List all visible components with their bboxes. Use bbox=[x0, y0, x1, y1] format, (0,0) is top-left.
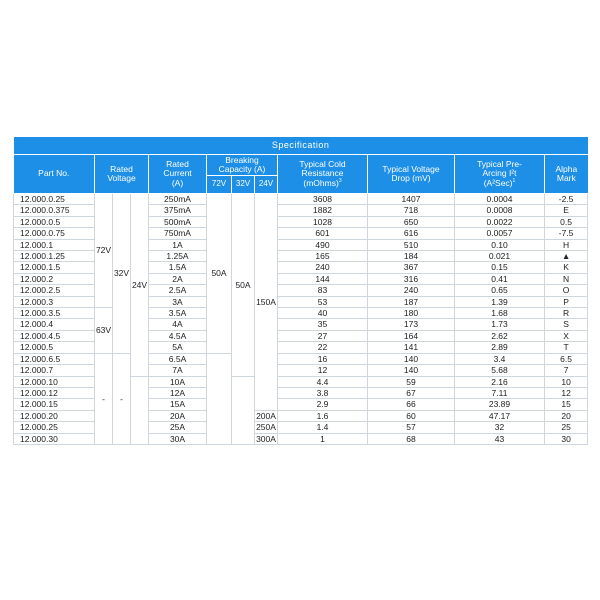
voltage-drop-cell: 60 bbox=[368, 410, 455, 421]
cold-resistance-cell: 490 bbox=[278, 239, 368, 250]
cold-resistance-cell: 1028 bbox=[278, 216, 368, 227]
part-number-cell: 12.000.6.5 bbox=[14, 353, 95, 364]
header-alpha-mark bbox=[545, 155, 588, 194]
alpha-mark-cell: 10 bbox=[545, 376, 588, 387]
spec-rows bbox=[14, 194, 588, 445]
cold-resistance-cell: 40 bbox=[278, 308, 368, 319]
voltage-drop-cell: 140 bbox=[368, 353, 455, 364]
voltage-drop-cell: 68 bbox=[368, 433, 455, 444]
table-row bbox=[14, 353, 588, 364]
pre-arcing-cell: 1.73 bbox=[455, 319, 545, 330]
voltage-drop-cell: 173 bbox=[368, 319, 455, 330]
rated-current-cell: 5A bbox=[149, 342, 207, 353]
voltage-drop-cell: 184 bbox=[368, 251, 455, 262]
pre-arcing-cell: 23.89 bbox=[455, 399, 545, 410]
pre-arcing-cell: 2.62 bbox=[455, 330, 545, 341]
part-number-cell: 12.000.3 bbox=[14, 296, 95, 307]
cold-resistance-cell: 12 bbox=[278, 365, 368, 376]
pre-arcing-cell: 0.15 bbox=[455, 262, 545, 273]
table-title: Specification bbox=[14, 137, 588, 155]
header-pre-arcing-line2: Arcing I²t bbox=[482, 168, 517, 179]
rated-current-cell: 6.5A bbox=[149, 353, 207, 364]
breaking-capacity-24v-30a: 300A bbox=[256, 433, 276, 444]
voltage-drop-cell: 240 bbox=[368, 285, 455, 296]
alpha-mark-cell: 30 bbox=[545, 433, 588, 444]
header-pre-arcing-line3: (A²Sec) bbox=[483, 177, 513, 188]
header-voltage-drop-line2: Drop (mV) bbox=[391, 173, 431, 183]
cold-resistance-cell: 27 bbox=[278, 330, 368, 341]
rated-current-cell: 2A bbox=[149, 273, 207, 284]
cold-resistance-cell: 144 bbox=[278, 273, 368, 284]
breaking-capacity-32v: 50A bbox=[232, 194, 255, 377]
rated-current-cell: 25A bbox=[149, 422, 207, 433]
voltage-drop-cell: 316 bbox=[368, 273, 455, 284]
part-number-cell: 12.000.3.5 bbox=[14, 308, 95, 319]
cold-resistance-cell: 165 bbox=[278, 251, 368, 262]
pre-arcing-cell: 0.10 bbox=[455, 239, 545, 250]
cold-resistance-cell: 83 bbox=[278, 285, 368, 296]
part-number-cell: 12.000.2.5 bbox=[14, 285, 95, 296]
part-number-cell: 12.000.20 bbox=[14, 410, 95, 421]
rated-voltage-dash-2: - bbox=[113, 353, 131, 444]
header-cold-resistance-line3: (mOhms) bbox=[303, 177, 339, 188]
part-number-cell: 12.000.1.5 bbox=[14, 262, 95, 273]
voltage-drop-cell: 718 bbox=[368, 205, 455, 216]
pre-arcing-cell: 1.39 bbox=[455, 296, 545, 307]
header-rated-voltage-line1: Rated bbox=[110, 163, 133, 174]
rated-current-cell: 750mA bbox=[149, 228, 207, 239]
pre-arcing-cell: 47.17 bbox=[455, 410, 545, 421]
cold-resistance-cell: 35 bbox=[278, 319, 368, 330]
pre-arcing-cell: 3.4 bbox=[455, 353, 545, 364]
rated-current-cell: 1.25A bbox=[149, 251, 207, 262]
voltage-drop-cell: 1407 bbox=[368, 194, 455, 205]
cold-resistance-cell: 22 bbox=[278, 342, 368, 353]
rated-current-cell: 250mA bbox=[149, 194, 207, 205]
alpha-mark-cell: 15 bbox=[545, 399, 588, 410]
header-bc-24v: 24V bbox=[255, 176, 278, 194]
breaking-capacity-24v-20a: 200A bbox=[256, 410, 276, 421]
rated-current-cell: 10A bbox=[149, 376, 207, 387]
header-rated-current-line1: Rated bbox=[166, 158, 189, 169]
breaking-capacity-72v-empty bbox=[207, 353, 232, 444]
rated-current-cell: 12A bbox=[149, 387, 207, 398]
cold-resistance-cell: 1882 bbox=[278, 205, 368, 216]
rated-current-cell: 1A bbox=[149, 239, 207, 250]
alpha-mark-cell: X bbox=[545, 330, 588, 341]
header-cold-resistance bbox=[278, 155, 368, 194]
alpha-mark-cell: R bbox=[545, 308, 588, 319]
voltage-drop-cell: 57 bbox=[368, 422, 455, 433]
part-number-cell: 12.000.4.5 bbox=[14, 330, 95, 341]
alpha-mark-cell: E bbox=[545, 205, 588, 216]
voltage-drop-cell: 187 bbox=[368, 296, 455, 307]
cold-resistance-cell: 1 bbox=[278, 433, 368, 444]
voltage-drop-cell: 616 bbox=[368, 228, 455, 239]
voltage-drop-cell: 510 bbox=[368, 239, 455, 250]
alpha-mark-cell: T bbox=[545, 342, 588, 353]
header-rated-voltage-line2: Voltage bbox=[107, 173, 136, 183]
cold-resistance-cell: 53 bbox=[278, 296, 368, 307]
pre-arcing-cell: 0.021 bbox=[455, 251, 545, 262]
part-number-cell: 12.000.15 bbox=[14, 399, 95, 410]
cold-resistance-cell: 601 bbox=[278, 228, 368, 239]
cold-resistance-cell: 1.4 bbox=[278, 422, 368, 433]
cold-resistance-cell: 240 bbox=[278, 262, 368, 273]
rated-current-cell: 4.5A bbox=[149, 330, 207, 341]
cold-resistance-cell: 3.8 bbox=[278, 387, 368, 398]
header-cold-resistance-line1: Typical Cold bbox=[299, 158, 346, 169]
rated-current-cell: 7A bbox=[149, 365, 207, 376]
header-breaking-capacity-line1: Breaking bbox=[225, 154, 259, 165]
alpha-mark-cell: S bbox=[545, 319, 588, 330]
alpha-mark-cell: 0.5 bbox=[545, 216, 588, 227]
cold-resistance-cell: 2.9 bbox=[278, 399, 368, 410]
table-row bbox=[14, 194, 588, 205]
cold-resistance-cell: 4.4 bbox=[278, 376, 368, 387]
header-rated-current-line3: (A) bbox=[171, 177, 184, 188]
cold-resistance-cell: 1.6 bbox=[278, 410, 368, 421]
alpha-mark-cell: 20 bbox=[545, 410, 588, 421]
cold-resistance-cell: 16 bbox=[278, 353, 368, 364]
pre-arcing-cell: 5.68 bbox=[455, 365, 545, 376]
pre-arcing-cell: 1.68 bbox=[455, 308, 545, 319]
alpha-mark-cell: O bbox=[545, 285, 588, 296]
part-number-cell: 12.000.4 bbox=[14, 319, 95, 330]
rated-current-cell: 375mA bbox=[149, 205, 207, 216]
part-number-cell: 12.000.1.25 bbox=[14, 251, 95, 262]
pre-arcing-cell: 32 bbox=[455, 422, 545, 433]
part-number-cell: 12.000.0.375 bbox=[14, 205, 95, 216]
voltage-drop-cell: 367 bbox=[368, 262, 455, 273]
rated-current-cell: 30A bbox=[149, 433, 207, 444]
alpha-mark-cell: P bbox=[545, 296, 588, 307]
alpha-mark-cell: 6.5 bbox=[545, 353, 588, 364]
voltage-drop-cell: 650 bbox=[368, 216, 455, 227]
header-breaking-capacity-line2: Capacity (A) bbox=[218, 164, 266, 174]
rated-voltage-32v: 32V bbox=[113, 194, 131, 354]
pre-arcing-cell: 0.0057 bbox=[455, 228, 545, 239]
rated-voltage-24v: 24V bbox=[131, 194, 149, 377]
pre-arcing-cell: 7.11 bbox=[455, 387, 545, 398]
header-cold-resistance-line2: Resistance bbox=[301, 168, 344, 179]
alpha-mark-cell: 7 bbox=[545, 365, 588, 376]
alpha-mark-cell: K bbox=[545, 262, 588, 273]
rated-current-cell: 2.5A bbox=[149, 285, 207, 296]
breaking-capacity-24v-25a: 250A bbox=[256, 422, 276, 433]
specification-table bbox=[13, 137, 588, 445]
alpha-mark-cell: N bbox=[545, 273, 588, 284]
pre-arcing-cell: 0.0022 bbox=[455, 216, 545, 227]
alpha-mark-cell: -2.5 bbox=[545, 194, 588, 205]
pre-arcing-cell: 2.16 bbox=[455, 376, 545, 387]
header-breaking-capacity bbox=[207, 155, 278, 176]
rated-current-cell: 1.5A bbox=[149, 262, 207, 273]
header-pre-arcing bbox=[455, 155, 545, 194]
header-alpha-mark-line2: Mark bbox=[556, 173, 576, 183]
header-alpha-mark-line1: Alpha bbox=[555, 163, 578, 174]
rated-current-cell: 3.5A bbox=[149, 308, 207, 319]
pre-arcing-cell: 43 bbox=[455, 433, 545, 444]
header-part-no: Part No. bbox=[14, 155, 95, 194]
rated-current-cell: 20A bbox=[149, 410, 207, 421]
header-pre-arcing-footnote: 1 bbox=[512, 177, 516, 184]
part-number-cell: 12.000.30 bbox=[14, 433, 95, 444]
header-rated-current-line2: Current bbox=[163, 168, 192, 179]
header-voltage-drop-line1: Typical Voltage bbox=[382, 163, 440, 174]
pre-arcing-cell: 0.0008 bbox=[455, 205, 545, 216]
specification-table-container bbox=[13, 137, 587, 463]
part-number-cell: 12.000.10 bbox=[14, 376, 95, 387]
header-bc-32v: 32V bbox=[232, 176, 255, 194]
voltage-drop-cell: 164 bbox=[368, 330, 455, 341]
voltage-drop-cell: 140 bbox=[368, 365, 455, 376]
header-bc-72v: 72V bbox=[207, 176, 232, 194]
header-voltage-drop bbox=[368, 155, 455, 194]
part-number-cell: 12.000.0.75 bbox=[14, 228, 95, 239]
header-rated-voltage bbox=[95, 155, 149, 194]
rated-current-cell: 3A bbox=[149, 296, 207, 307]
voltage-drop-cell: 66 bbox=[368, 399, 455, 410]
voltage-drop-cell: 180 bbox=[368, 308, 455, 319]
pre-arcing-cell: 0.65 bbox=[455, 285, 545, 296]
pre-arcing-cell: 0.0004 bbox=[455, 194, 545, 205]
cold-resistance-cell: 3608 bbox=[278, 194, 368, 205]
pre-arcing-cell: 2.89 bbox=[455, 342, 545, 353]
voltage-drop-cell: 141 bbox=[368, 342, 455, 353]
part-number-cell: 12.000.12 bbox=[14, 387, 95, 398]
voltage-drop-cell: 67 bbox=[368, 387, 455, 398]
part-number-cell: 12.000.1 bbox=[14, 239, 95, 250]
voltage-drop-cell: 59 bbox=[368, 376, 455, 387]
table-row bbox=[14, 308, 588, 319]
header-rated-current bbox=[149, 155, 207, 194]
pre-arcing-cell: 0.41 bbox=[455, 273, 545, 284]
alpha-mark-cell: H bbox=[545, 239, 588, 250]
header-pre-arcing-line1: Typical Pre- bbox=[477, 158, 522, 169]
breaking-capacity-32v-empty bbox=[232, 376, 255, 444]
part-number-cell: 12.000.7 bbox=[14, 365, 95, 376]
header-cold-resistance-footnote: 3 bbox=[338, 177, 342, 184]
alpha-mark-cell: 12 bbox=[545, 387, 588, 398]
rated-current-cell: 4A bbox=[149, 319, 207, 330]
alpha-mark-cell: 25 bbox=[545, 422, 588, 433]
part-number-cell: 12.000.2 bbox=[14, 273, 95, 284]
part-number-cell: 12.000.0.5 bbox=[14, 216, 95, 227]
part-number-cell: 12.000.5 bbox=[14, 342, 95, 353]
rated-voltage-63v: 63V bbox=[95, 308, 113, 354]
rated-voltage-dash-1: - bbox=[95, 353, 113, 444]
part-number-cell: 12.000.0.25 bbox=[14, 194, 95, 205]
rated-voltage-24v-empty bbox=[131, 376, 149, 444]
breaking-capacity-72v: 50A bbox=[207, 194, 232, 354]
breaking-capacity-24v: 150A bbox=[255, 194, 278, 411]
alpha-mark-cell: ▲ bbox=[545, 251, 588, 262]
rated-current-cell: 500mA bbox=[149, 216, 207, 227]
rated-current-cell: 15A bbox=[149, 399, 207, 410]
rated-voltage-72v: 72V bbox=[95, 194, 113, 308]
alpha-mark-cell: -7.5 bbox=[545, 228, 588, 239]
part-number-cell: 12.000.25 bbox=[14, 422, 95, 433]
